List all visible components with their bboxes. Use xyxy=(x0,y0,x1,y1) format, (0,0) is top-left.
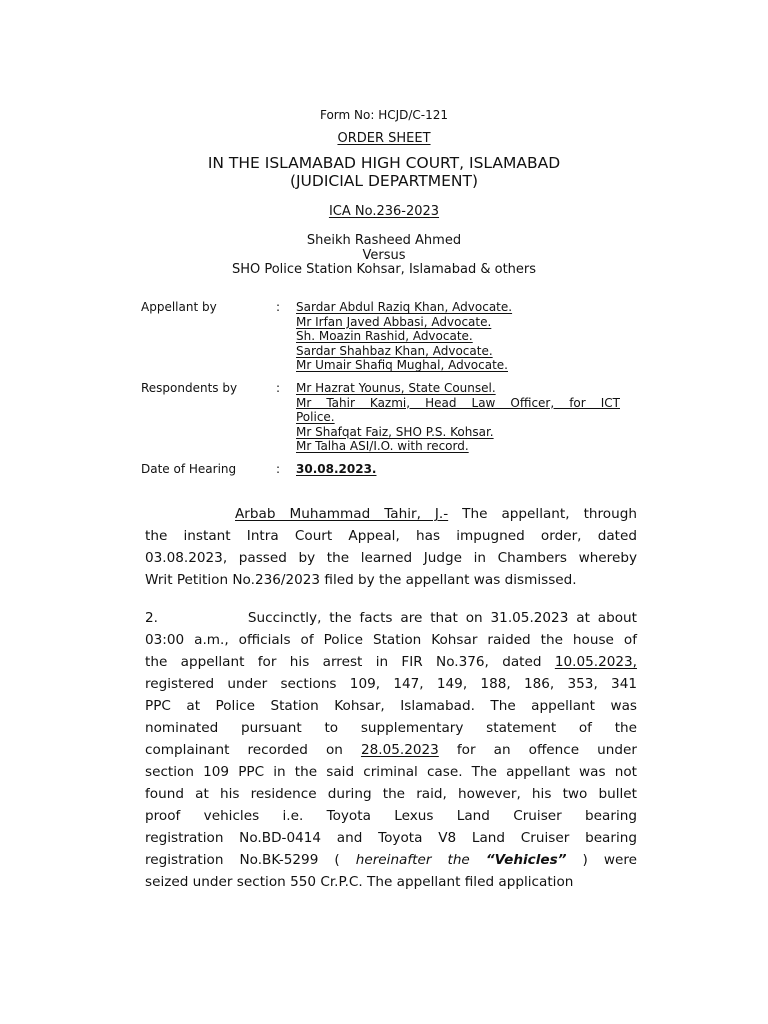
counsel-name-text: Mr Irfan Javed Abbasi, Advocate. xyxy=(296,314,492,329)
text-line xyxy=(145,547,637,569)
hearing-label: Date of Hearing xyxy=(141,462,237,476)
text-segment: section 109 PPC in the said criminal case. The appellant was not xyxy=(145,764,637,780)
counsel-name xyxy=(296,410,620,425)
text-line xyxy=(145,673,637,695)
paragraph-1 xyxy=(145,503,637,591)
text-segment: Succinctly, the facts are that on 31.05.2023 at about xyxy=(247,610,637,626)
text-line xyxy=(145,805,637,827)
colon: : xyxy=(276,462,281,476)
hearing-date: 30.08.2023. xyxy=(296,462,377,476)
text-segment: The appellant, through xyxy=(462,506,637,522)
text-segment: the appellant for his arrest in FIR No.376, dated xyxy=(145,654,555,670)
appellant-counsel-block xyxy=(0,300,768,380)
text-segment: hereinafter the xyxy=(355,852,486,868)
order-sheet-heading: ORDER SHEET xyxy=(337,131,431,146)
text-segment: registered under sections 109, 147, 149, 188, 186, 353, 341 xyxy=(145,676,637,692)
counsel-name-text: Sh. Moazin Rashid, Advocate. xyxy=(296,329,473,343)
counsel-name xyxy=(296,425,620,440)
text-line xyxy=(145,761,637,783)
paragraph-2 xyxy=(145,607,637,893)
hearing-date-block xyxy=(0,462,768,478)
text-line xyxy=(145,783,637,805)
counsel-name-text: Mr Shafqat Faiz, SHO P.S. Kohsar. xyxy=(296,424,494,439)
text-segment: registration No.BD-0414 and Toyota V8 Land Cruiser bearing xyxy=(145,830,637,846)
text-segment: nominated pursuant to supplementary statement of the xyxy=(145,720,637,736)
text-line xyxy=(145,607,637,629)
text-segment: Arbab Muhammad Tahir, J.- xyxy=(235,506,449,522)
party-respondent: SHO Police Station Kohsar, Islamabad & others xyxy=(231,262,537,277)
text-segment: complainant recorded on xyxy=(145,742,361,758)
counsel-name xyxy=(296,315,620,330)
text-line xyxy=(145,525,637,547)
respondents-label: Respondents by xyxy=(141,381,238,395)
court-department: (JUDICIAL DEPARTMENT) xyxy=(289,172,479,190)
counsel-name xyxy=(296,344,620,359)
text-line xyxy=(145,651,637,673)
text-line xyxy=(145,629,637,651)
text-segment: proof vehicles i.e. Toyota Lexus Land Cruiser bearing xyxy=(145,808,637,824)
counsel-name-text: Sardar Abdul Raziq Khan, Advocate. xyxy=(296,300,513,314)
text-segment: ) were xyxy=(582,852,638,868)
text-segment: 03:00 a.m., officials of Police Station Kohsar raided the house of xyxy=(145,632,637,648)
counsel-name xyxy=(296,358,620,373)
counsel-name xyxy=(296,439,620,454)
counsel-name xyxy=(296,300,620,315)
colon: : xyxy=(276,381,281,395)
text-line xyxy=(145,827,637,849)
case-number: ICA No.236-2023 xyxy=(328,204,440,219)
text-segment: for an offence under xyxy=(456,742,637,758)
text-segment: 2. xyxy=(145,610,158,626)
text-segment: seized under section 550 Cr.P.C. The appellant filed application xyxy=(145,874,574,890)
text-segment: “Vehicles” xyxy=(485,852,567,868)
text-line xyxy=(145,569,637,591)
counsel-name: Mr Tahir Kazmi, Head Law Officer, for ICT xyxy=(296,395,620,410)
appellant-label: Appellant by xyxy=(141,300,217,314)
text-segment: PPC at Police Station Kohsar, Islamabad. The appellant was xyxy=(145,698,637,714)
counsel-name xyxy=(296,381,620,396)
text-line xyxy=(145,503,637,525)
respondent-counsel-block xyxy=(0,381,768,461)
text-line xyxy=(145,717,637,739)
text-line xyxy=(145,739,637,761)
counsel-name-text: Sardar Shahbaz Khan, Advocate. xyxy=(296,343,493,358)
text-line xyxy=(145,871,637,893)
text-segment: 03.08.2023, passed by the learned Judge in Chambers whereby xyxy=(145,550,637,566)
counsel-name-text: Mr Umair Shafiq Mughal, Advocate. xyxy=(296,358,508,372)
text-line xyxy=(145,849,637,871)
text-segment: the instant Intra Court Appeal, has impugned order, dated xyxy=(145,528,637,544)
text-segment: Writ Petition No.236/2023 filed by the appellant was dismissed. xyxy=(145,572,577,588)
appellant-counsel-list xyxy=(296,300,620,373)
text-segment: 28.05.2023 xyxy=(360,742,439,758)
versus: Versus xyxy=(362,248,406,263)
party-appellant: Sheikh Rasheed Ahmed xyxy=(306,233,462,248)
counsel-name-text: Mr Talha ASI/I.O. with record. xyxy=(296,439,469,453)
counsel-name-text: Police. xyxy=(296,410,335,424)
counsel-name-text: Mr Hazrat Younus, State Counsel. xyxy=(296,381,496,395)
colon: : xyxy=(276,300,281,314)
text-segment: 10.05.2023, xyxy=(554,654,637,670)
text-line xyxy=(145,695,637,717)
text-segment: registration No.BK-5299 ( xyxy=(145,852,340,868)
text-segment: found at his residence during the raid, however, his two bullet xyxy=(145,786,637,802)
counsel-name xyxy=(296,329,620,344)
form-number: Form No: HCJD/C-121 xyxy=(319,108,449,122)
respondent-counsel-list xyxy=(296,381,620,454)
court-title: IN THE ISLAMABAD HIGH COURT, ISLAMABAD xyxy=(207,154,561,172)
